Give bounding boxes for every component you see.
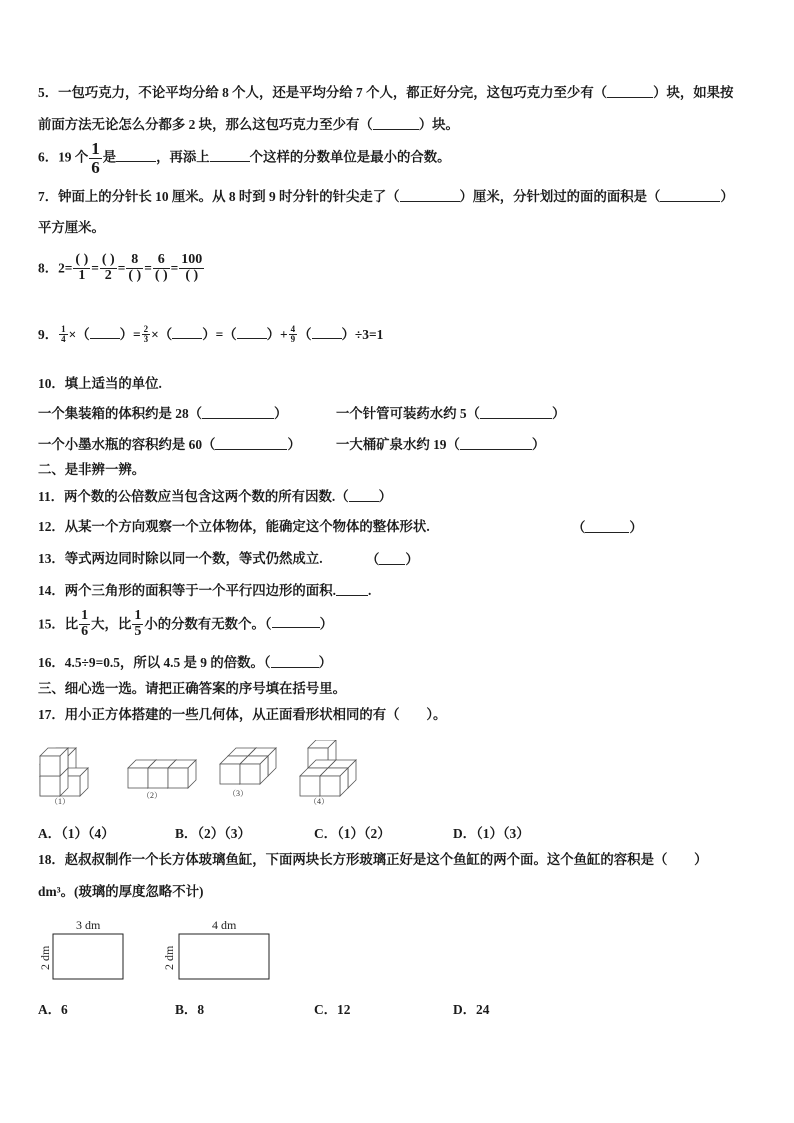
- q9-pre: 9．: [38, 327, 59, 343]
- q10-item-text: 一个小墨水瓶的容积约是 60（: [38, 437, 216, 452]
- q10-item-1: [38, 406, 287, 420]
- q6-mid: 是: [102, 149, 117, 165]
- figure-label: （3）: [228, 789, 248, 798]
- q16-end: ）: [318, 655, 332, 670]
- numerator: 2: [143, 324, 149, 334]
- answer-blank[interactable]: [90, 326, 120, 339]
- q10-item-text: 一个针管可装药水约 5（: [336, 406, 480, 421]
- denominator: 9: [290, 334, 296, 345]
- section-3-heading: 三、细心选一选。请把正确答案的序号填在括号里。: [38, 681, 346, 696]
- q18-option-b[interactable]: B．8: [175, 1002, 205, 1017]
- fraction: [289, 325, 298, 345]
- q10-item-text: 一大桶矿泉水约 19（: [336, 437, 460, 452]
- denominator: 6: [91, 157, 100, 177]
- q5-line2-end: ）块。: [418, 117, 459, 132]
- numerator: ( ): [75, 252, 89, 267]
- q13-text: 13．等式两边同时除以同一个数，等式仍然成立.: [38, 551, 323, 566]
- q9-plus: ）+: [266, 327, 288, 343]
- q5-line2: [38, 117, 459, 131]
- fraction: [59, 325, 68, 345]
- rectangle-4x2: [162, 918, 269, 979]
- answer-blank[interactable]: [460, 437, 532, 450]
- q11-end: ）: [378, 489, 392, 504]
- answer-blank[interactable]: [202, 406, 274, 419]
- q18-option-c[interactable]: C．12: [314, 1002, 351, 1017]
- q18-line1: 18．赵叔叔制作一个长方体玻璃鱼缸，下面两块长方形玻璃正好是这个鱼缸的两个面。这个鱼缸的容积是（ ）: [38, 852, 708, 867]
- q10-item-end: ）: [551, 406, 566, 421]
- numerator: 1: [91, 139, 100, 158]
- q10-item-text: 一个集装箱的体积约是 28（: [38, 406, 203, 421]
- q15-mid: 大，比: [91, 616, 132, 632]
- answer-blank[interactable]: [336, 583, 368, 596]
- q16-text: 16．4.5÷9=0.5，所以 4.5 是 9 的倍数。（: [38, 655, 271, 670]
- answer-blank[interactable]: [400, 189, 460, 202]
- q5-line1: [38, 85, 733, 99]
- answer-blank[interactable]: [480, 406, 552, 419]
- fraction: [142, 325, 151, 345]
- q9-eq: ）=（: [202, 327, 237, 343]
- denominator: 5: [134, 623, 142, 639]
- figure-label: （2）: [142, 791, 162, 800]
- equals-sign: =: [144, 260, 152, 276]
- rectangle-3x2: [38, 918, 123, 979]
- q9-close: ）=: [119, 327, 141, 343]
- rect2-top-label: 4 dm: [212, 918, 237, 932]
- figure-label: （1）: [50, 797, 70, 806]
- q11-text: 11．两个数的公倍数应当包含这两个数的所有因数.（: [38, 489, 349, 504]
- fraction: [100, 253, 117, 283]
- q17-option-d[interactable]: D．（1）（3）: [453, 826, 530, 841]
- fraction: [79, 609, 90, 639]
- denominator: 4: [61, 334, 66, 345]
- q7-text-b: ）厘米，分针划过的面的面积是（: [459, 189, 661, 204]
- q17-text: 17．用小正方体搭建的一些几何体，从正面看形状相同的有（ ）。: [38, 707, 447, 722]
- q9-times: ×（: [68, 327, 90, 343]
- equals-sign: =: [170, 260, 179, 276]
- answer-blank[interactable]: [215, 437, 287, 450]
- numerator: 6: [153, 253, 170, 269]
- paren-open: （: [366, 552, 380, 567]
- q6-line: [38, 140, 451, 177]
- q10-item-end: ）: [287, 437, 301, 452]
- q10-item-end: ）: [274, 406, 288, 421]
- q12-text: 12．从某一个方向观察一个立体物体，能确定这个物体的整体形状.: [38, 519, 430, 534]
- q10-item-3: [38, 437, 301, 451]
- answer-blank[interactable]: [237, 326, 267, 339]
- numerator: 1: [61, 324, 66, 334]
- answer-blank[interactable]: [349, 489, 379, 502]
- q17-option-a[interactable]: A．（1）（4）: [38, 826, 115, 841]
- numerator: 1: [81, 608, 89, 623]
- q17-figures: [36, 740, 376, 808]
- q5-line2-text: 前面方法无论怎么分都多 2 块，那么这包巧克力至少有（: [38, 117, 373, 132]
- q6-post: 个这样的分数单位是最小的合数。: [249, 149, 451, 165]
- answer-blank[interactable]: [607, 85, 653, 98]
- q9-open: （: [298, 327, 312, 343]
- figure-label: （4）: [309, 797, 329, 806]
- q10-item-4: [336, 437, 545, 451]
- q7-text-a: 7．钟面上的分针长 10 厘米。从 8 时到 9 时分针的针尖走了（: [38, 189, 400, 204]
- denominator: ( ): [128, 267, 142, 283]
- paren-close: ）: [405, 552, 419, 567]
- q7-line2: [38, 221, 105, 234]
- answer-blank[interactable]: [210, 149, 250, 162]
- q7-line2-text: 平方厘米。: [38, 220, 105, 235]
- denominator: 1: [78, 267, 86, 283]
- q9-end: ）÷3=1: [341, 327, 384, 343]
- paren-close: ）: [629, 520, 643, 535]
- q15-post: 小的分数有无数个。（: [144, 616, 272, 632]
- q13-answer: [366, 552, 419, 566]
- q17-option-c[interactable]: C．（1）（2）: [314, 826, 391, 841]
- answer-blank[interactable]: [379, 552, 405, 565]
- numerator: 100: [181, 252, 203, 267]
- q10-item-end: ）: [531, 437, 546, 452]
- q15-end: ）: [319, 616, 333, 632]
- numerator: 1: [134, 608, 142, 623]
- answer-blank[interactable]: [312, 326, 342, 339]
- figure-3: [220, 748, 276, 784]
- numerator: 4: [290, 324, 296, 334]
- fraction: [179, 253, 204, 283]
- q18-option-a[interactable]: A．6: [38, 1002, 68, 1017]
- q10-item-2: [336, 406, 565, 420]
- q18-rectangles: [36, 914, 296, 984]
- answer-blank[interactable]: [272, 615, 320, 628]
- figure-1: [40, 748, 88, 796]
- fraction: [132, 609, 143, 639]
- q5-line1-text: 5．一包巧克力，不论平均分给 8 个人，还是平均分给 7 个人，都正好分完，这包巧克力至少有（: [38, 85, 608, 100]
- q7-text-c: ）: [720, 189, 734, 204]
- q6-pre: 6．19 个: [38, 149, 89, 165]
- fraction: [126, 253, 143, 283]
- section-2-heading: 二、是非辨一辨。: [38, 462, 146, 477]
- q8-line: [38, 253, 205, 283]
- q10-title: 10．填上适当的单位.: [38, 376, 162, 391]
- q14-end: .: [367, 583, 372, 598]
- figure-4: [300, 740, 356, 796]
- q5-line1-end: ）块，如果按: [653, 85, 734, 100]
- answer-blank[interactable]: [271, 655, 319, 668]
- fraction: [73, 253, 90, 283]
- equals-sign: =: [91, 260, 99, 276]
- answer-blank[interactable]: [373, 117, 419, 130]
- numerator: ( ): [101, 252, 115, 267]
- q8-pre: 8．2=: [38, 260, 73, 276]
- q17-option-b[interactable]: B．（2）（3）: [175, 826, 251, 841]
- q15-pre: 15．比: [38, 616, 79, 632]
- q6-mid2: ，再添上: [156, 149, 210, 165]
- denominator: ( ): [154, 267, 168, 283]
- q16-line: [38, 655, 332, 669]
- fraction: [153, 253, 170, 283]
- q12-answer: [572, 520, 643, 534]
- paren-open: （: [572, 520, 586, 535]
- rect1-side-label: 2 dm: [38, 945, 52, 970]
- answer-blank[interactable]: [660, 189, 720, 202]
- denominator: 6: [81, 623, 89, 639]
- q9-times: ×（: [151, 327, 173, 343]
- denominator: 3: [143, 334, 149, 345]
- denominator: ( ): [185, 267, 199, 283]
- q14-line: [38, 583, 371, 597]
- answer-blank[interactable]: [172, 326, 202, 339]
- q18-line2: dm³。(玻璃的厚度忽略不计): [38, 884, 204, 899]
- q18-option-d[interactable]: D．24: [453, 1002, 490, 1017]
- q11-line: [38, 489, 392, 503]
- answer-blank[interactable]: [585, 520, 629, 533]
- q15-line: [38, 609, 333, 639]
- answer-blank[interactable]: [116, 149, 156, 162]
- numerator: 8: [126, 253, 143, 269]
- q14-text: 14．两个三角形的面积等于一个平行四边形的面积.: [38, 583, 336, 598]
- rect1-top-label: 3 dm: [76, 918, 101, 932]
- fraction: [89, 140, 102, 177]
- q9-line: [38, 325, 383, 345]
- rect2-side-label: 2 dm: [162, 945, 176, 970]
- denominator: 2: [104, 267, 112, 283]
- equals-sign: =: [117, 260, 126, 276]
- figure-2: [128, 760, 196, 788]
- q7-line1: [38, 189, 734, 203]
